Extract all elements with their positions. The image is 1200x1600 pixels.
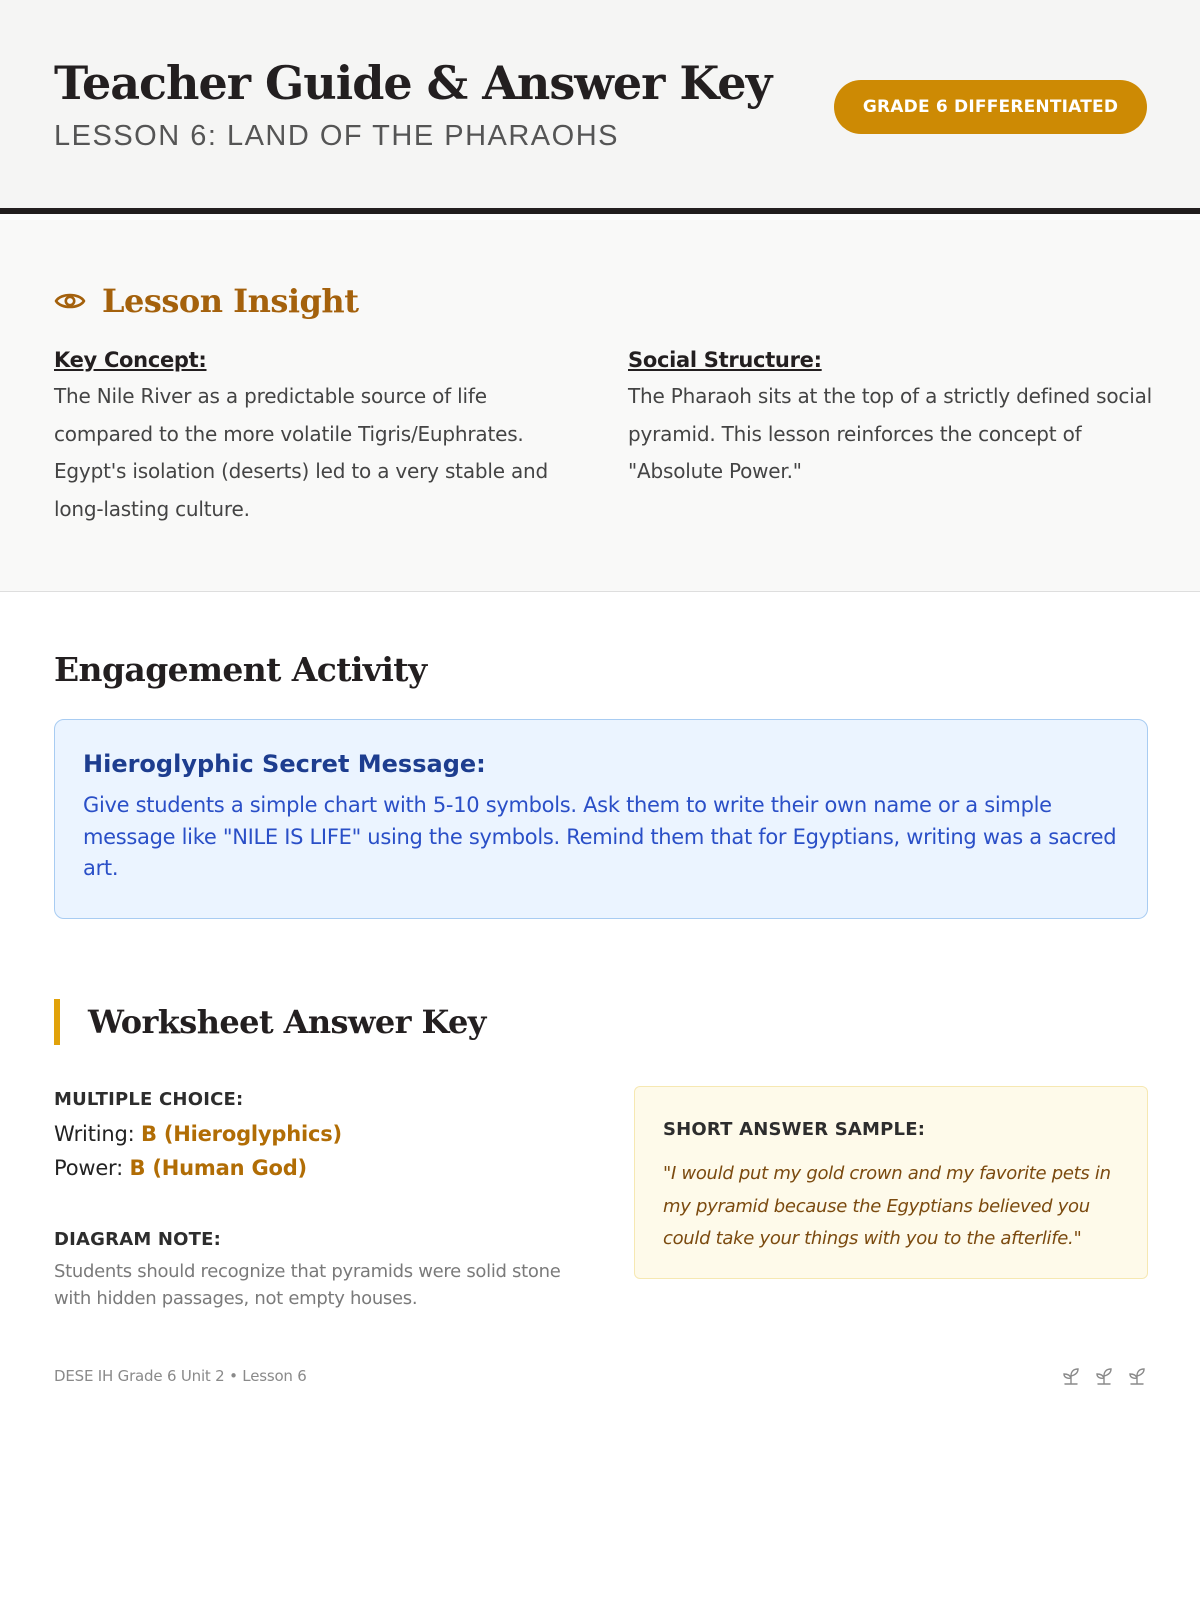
sprout-icon: [1062, 1366, 1080, 1386]
answer-key-heading: [54, 999, 486, 1045]
key-concept-text: The Nile River as a predictable source of life compared to the more volatile Tigris/Euphrates. Egypt's isolation (deserts) led to a very stable and long-lasting culture.: [54, 384, 549, 521]
mc-answer: B (Human God): [129, 1156, 307, 1180]
activity-title: Hieroglyphic Secret Message:: [83, 750, 486, 778]
short-answer-text: "I would put my gold crown and my favorite pets in my pyramid because the Egyptians believed you could take your things with you to the afterlife.": [663, 1163, 1111, 1249]
key-concept-label: Key Concept:: [54, 348, 207, 372]
mc-answer: B (Hieroglyphics): [140, 1122, 342, 1146]
lesson-insight-section: [0, 220, 1200, 592]
diagram-note-label: DIAGRAM NOTE:: [54, 1229, 222, 1250]
multiple-choice-label: MULTIPLE CHOICE:: [54, 1089, 244, 1110]
diagram-note-text: Students should recognize that pyramids were solid stone with hidden passages, not empty houses.: [54, 1261, 561, 1309]
mc-question-label: Power:: [54, 1156, 130, 1180]
sprout-icon: [1128, 1366, 1146, 1386]
short-answer-label: SHORT ANSWER SAMPLE:: [663, 1119, 926, 1140]
social-structure-text: The Pharaoh sits at the top of a strictly defined social pyramid. This lesson reinforces the concept of "Absolute Power.": [628, 384, 1152, 483]
footer-icons: [1062, 1366, 1146, 1386]
key-concept-column: [54, 348, 564, 528]
activity-text: Give students a simple chart with 5-10 symbols. Ask them to write their own name or a simple message like "NILE IS LIFE" using the symbols. Remind them that for Egyptians, writing was a sacred art.: [83, 793, 1117, 880]
page-title: Teacher Guide & Answer Key: [54, 56, 772, 110]
engagement-activity-title: Engagement Activity: [54, 650, 427, 689]
accent-bar: [54, 999, 60, 1045]
mc-answer-power: [54, 1156, 307, 1180]
social-structure-label: Social Structure:: [628, 348, 822, 372]
engagement-activity-box: [54, 719, 1148, 919]
lesson-insight-heading: [54, 282, 358, 320]
answer-key-title: Worksheet Answer Key: [88, 1003, 486, 1041]
eye-icon: [54, 289, 86, 313]
footer-text: DESE IH Grade 6 Unit 2 • Lesson 6: [54, 1367, 307, 1385]
mc-question-label: Writing:: [54, 1122, 141, 1146]
page-subtitle: LESSON 6: LAND OF THE PHARAOHS: [54, 120, 619, 152]
mc-answer-writing: [54, 1122, 342, 1146]
social-structure-column: [628, 348, 1158, 491]
page-header: [0, 0, 1200, 214]
lesson-insight-title: Lesson Insight: [102, 282, 359, 320]
grade-badge: GRADE 6 DIFFERENTIATED: [834, 80, 1147, 134]
short-answer-box: [634, 1086, 1148, 1279]
sprout-icon: [1095, 1366, 1113, 1386]
